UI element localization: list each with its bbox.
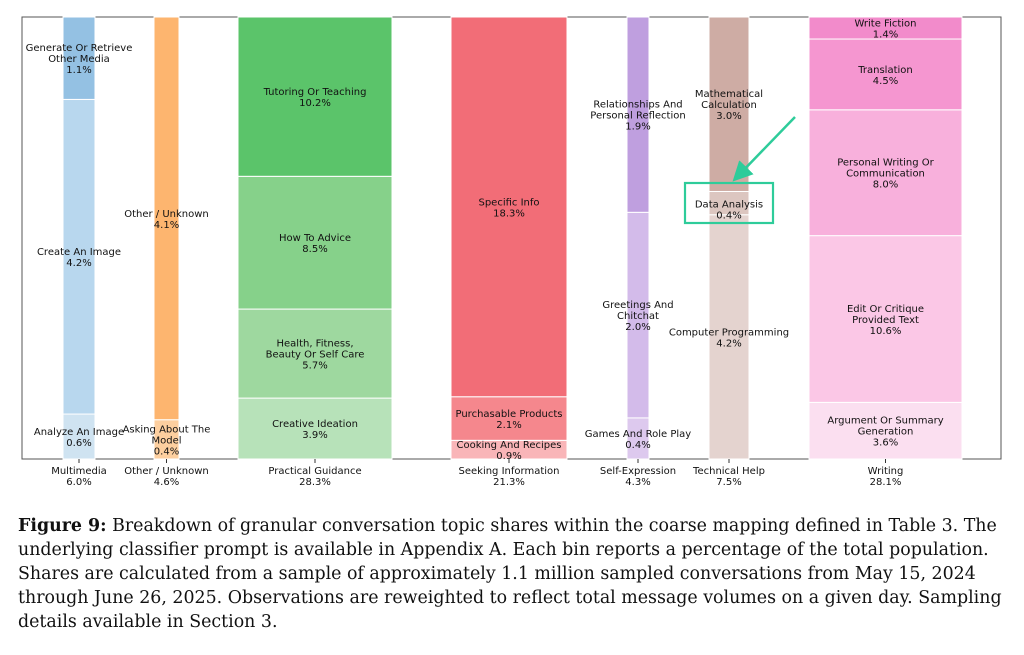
figure-label: Figure 9: [18,516,107,536]
figure-caption [18,514,1010,634]
segment-label-other-unknown: Other / Unknown 4.1% [124,208,209,231]
segment-label-generate-or-retrieve-other-media: Generate Or Retrieve Other Media 1.1% [25,43,133,77]
segment-label-games-and-role-play: Games And Role Play 0.4% [584,428,692,451]
segment-label-personal-writing-or-communication: Personal Writing Or Communication 8.0% [837,157,934,191]
caption-text: Breakdown of granular conversation topic shares within the coarse mapping defined in Table 3. The underlying classifier prompt is available in Appendix A. Each bin reports a percentage of the total population. Shares are calculated from a sample of approximately 1.1 million sampled conversations from May 15, 2024 through June 26, 2025. Observations are reweighted to reflect total message volumes on a given day. Sampling details available in Section 3. [18,516,1002,632]
category-label-writing: Writing 28.1% [867,466,904,488]
segment-label-mathematical-calculation: Mathematical Calculation 3.0% [694,89,764,123]
bar-other-unknown [123,17,211,459]
segment-label-tutoring-or-teaching: Tutoring Or Teaching 10.2% [263,87,367,110]
segment-label-greetings-and-chitchat: Greetings And Chitchat 2.0% [602,300,674,334]
bar-seeking-information [451,17,567,462]
segment-label-edit-or-critique-provided-text: Edit Or Critique Provided Text 10.6% [846,304,925,338]
bar-writing [809,17,962,459]
segment-label-write-fiction: Write Fiction 1.4% [854,18,917,41]
segment-label-purchasable-products: Purchasable Products 2.1% [455,409,563,432]
segment-label-data-analysis: Data Analysis 0.4% [694,199,764,222]
segment-label-health-fitness-beauty-or-self-care: Health, Fitness, Beauty Or Self Care 5.7% [265,338,365,372]
segment-label-how-to-advice: How To Advice 8.5% [278,233,352,256]
category-label-practical-guidance: Practical Guidance 28.3% [268,466,362,488]
segment-label-specific-info: Specific Info 18.3% [478,197,540,220]
segment-label-create-an-image: Create An Image 4.2% [36,247,122,270]
bar-self-expression [585,17,692,459]
segment-label-asking-about-the-model: Asking About The Model 0.4% [122,424,211,458]
segment-label-analyze-an-image: Analyze An Image 0.6% [33,427,125,450]
category-label-other-unknown: Other / Unknown 4.6% [124,466,209,488]
segment-label-argument-or-summary-generation: Argument Or Summary Generation 3.6% [827,415,944,449]
segment-label-computer-programming: Computer Programming 4.2% [668,327,790,350]
category-label-multimedia: Multimedia 6.0% [51,466,107,488]
segment-label-translation: Translation 4.5% [858,64,913,87]
segment-label-creative-ideation: Creative Ideation 3.9% [272,419,358,442]
segment-label-relationships-and-personal-reflection: Relationships And Personal Reflection 1.9% [590,99,686,133]
bar-technical-help [669,17,789,459]
bar-practical-guidance [238,17,392,459]
category-label-technical-help: Technical Help 7.5% [693,466,765,488]
category-label-seeking-information: Seeking Information 21.3% [458,466,560,488]
segment-label-cooking-and-recipes: Cooking And Recipes 0.9% [456,440,562,463]
category-label-self-expression: Self-Expression 4.3% [599,466,677,488]
bar-multimedia [26,17,133,459]
